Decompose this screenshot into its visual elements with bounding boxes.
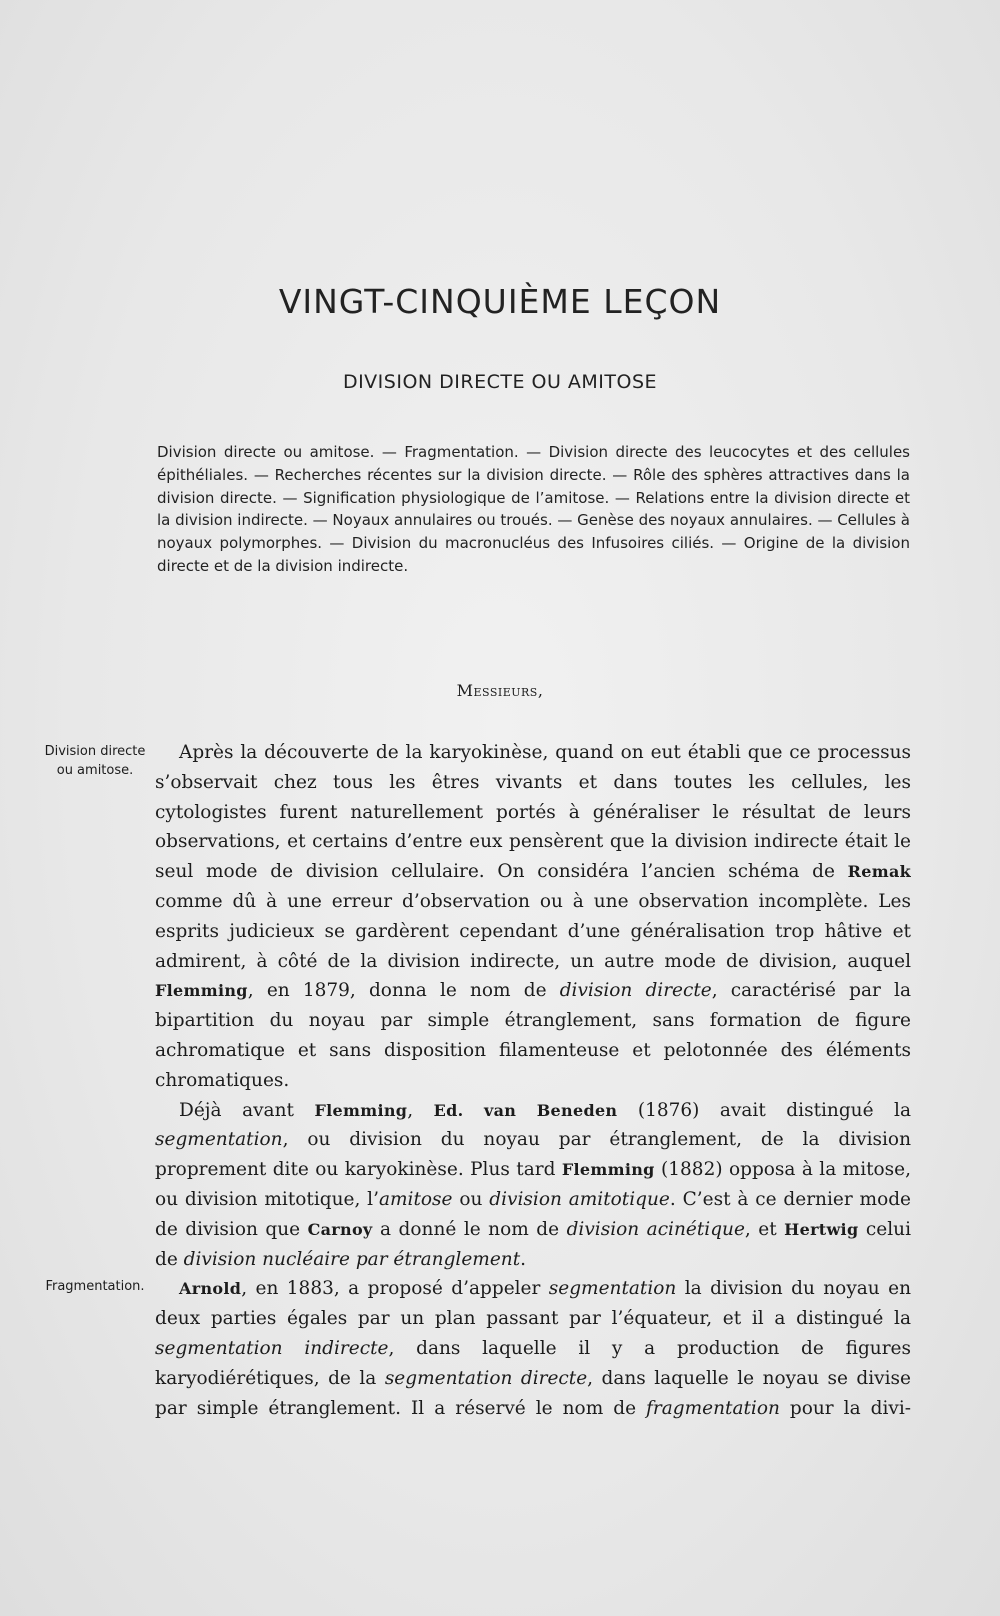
author-name: Flemming bbox=[155, 981, 248, 1001]
body-text bbox=[155, 738, 911, 1423]
lesson-subtitle: DIVISION DIRECTE OU AMITOSE bbox=[342, 371, 658, 393]
author-name: Remak bbox=[847, 862, 911, 882]
paragraph-2: Déjà avant Flemming, Ed. van Beneden (1876) avait distingué la segmentation, ou division du noyau par étranglement, de la division proprement dite ou karyokinèse. Plus tard Flemming (1882) opposa à la mitose, ou division mitotique, l’amitose ou division amitotique. C’est à ce dernier mode de division que Carnoy a donné le nom de division acinétique, et Hertwig celui de division nucléaire par étranglement. bbox=[155, 1099, 912, 1270]
author-name: Arnold bbox=[179, 1279, 242, 1299]
lesson-title: VINGT-CINQUIÈME LEÇON bbox=[278, 282, 722, 321]
paragraph-1: Après la découverte de la karyokinèse, quand on eut établi que ce processus s’observait chez tous les êtres vivants et dans toutes les cellules, les cytologistes furent naturellement portés à généraliser le résultat de leurs observations, et certains d’entre eux pensèrent que la division indirecte était le seul mode de division cellulaire. On considéra l’ancien schéma de Remak comme dû à une erreur d’observation ou à une observation incomplète. Les esprits judicieux se gardèrent cependant d’une généralisation trop hâtive et admirent, à côté de la division indirecte, un autre mode de division, auquel Flemming, en 1879, donna le nom de division directe, caractérisé par la bipartition du noyau par simple étranglement, sans formation de figure achromatique et sans disposition filamenteuse et pelotonnée des éléments chromatiques. bbox=[155, 742, 911, 1091]
term-emphasis: segmentation directe bbox=[384, 1367, 588, 1389]
term-emphasis: division acinétique bbox=[566, 1218, 745, 1240]
margin-note-fragmentation: Fragmentation. bbox=[45, 1279, 145, 1294]
chapter-summary: Division directe ou amitose. — Fragmentation. — Division directe des leucocytes et des cellules épithéliales. — Recherches récentes sur la division directe. — Rôle des sphères attractives dans la division directe. — Signification physiologique de l’amitose. — Relations entre la division directe et la division indirecte. — Noyaux annulaires ou troués. — Genèse des noyaux annulaires. — Cellules à noyaux polymorphes. — Division du macronucléus des Infusoires ciliés. — Origine de la division directe et de la division indirecte. bbox=[157, 443, 910, 575]
term-emphasis: segmentation bbox=[155, 1129, 283, 1151]
margin-note-amitose: Division directe ou amitose. bbox=[44, 744, 146, 778]
salutation: Messieurs, bbox=[456, 681, 544, 700]
term-emphasis: fragmentation bbox=[646, 1397, 780, 1419]
author-name: Carnoy bbox=[307, 1219, 373, 1239]
term-emphasis: amitose bbox=[378, 1188, 453, 1210]
author-name: Flemming bbox=[561, 1160, 655, 1180]
author-name: Flemming bbox=[314, 1100, 408, 1120]
term-emphasis: division directe bbox=[559, 980, 712, 1002]
term-emphasis: segmentation bbox=[548, 1278, 677, 1300]
term-emphasis: division amitotique bbox=[489, 1188, 670, 1210]
term-emphasis: segmentation indirecte bbox=[155, 1337, 389, 1359]
paragraph-3: Arnold, en 1883, a proposé d’appeler segmentation la division du noyau en deux parties égales par un plan passant par l’équateur, et il a distingué la segmentation indirecte, dans laquelle il y a production de figures karyodiérétiques, de la segmentation directe, dans laquelle le noyau se divise par simple étranglement. Il a réservé le nom de fragmentation pour la divi- bbox=[155, 1278, 911, 1419]
term-emphasis: division nucléaire par étranglement bbox=[183, 1248, 521, 1270]
author-name: Hertwig bbox=[784, 1219, 859, 1239]
author-name: Ed. van Beneden bbox=[433, 1100, 618, 1120]
